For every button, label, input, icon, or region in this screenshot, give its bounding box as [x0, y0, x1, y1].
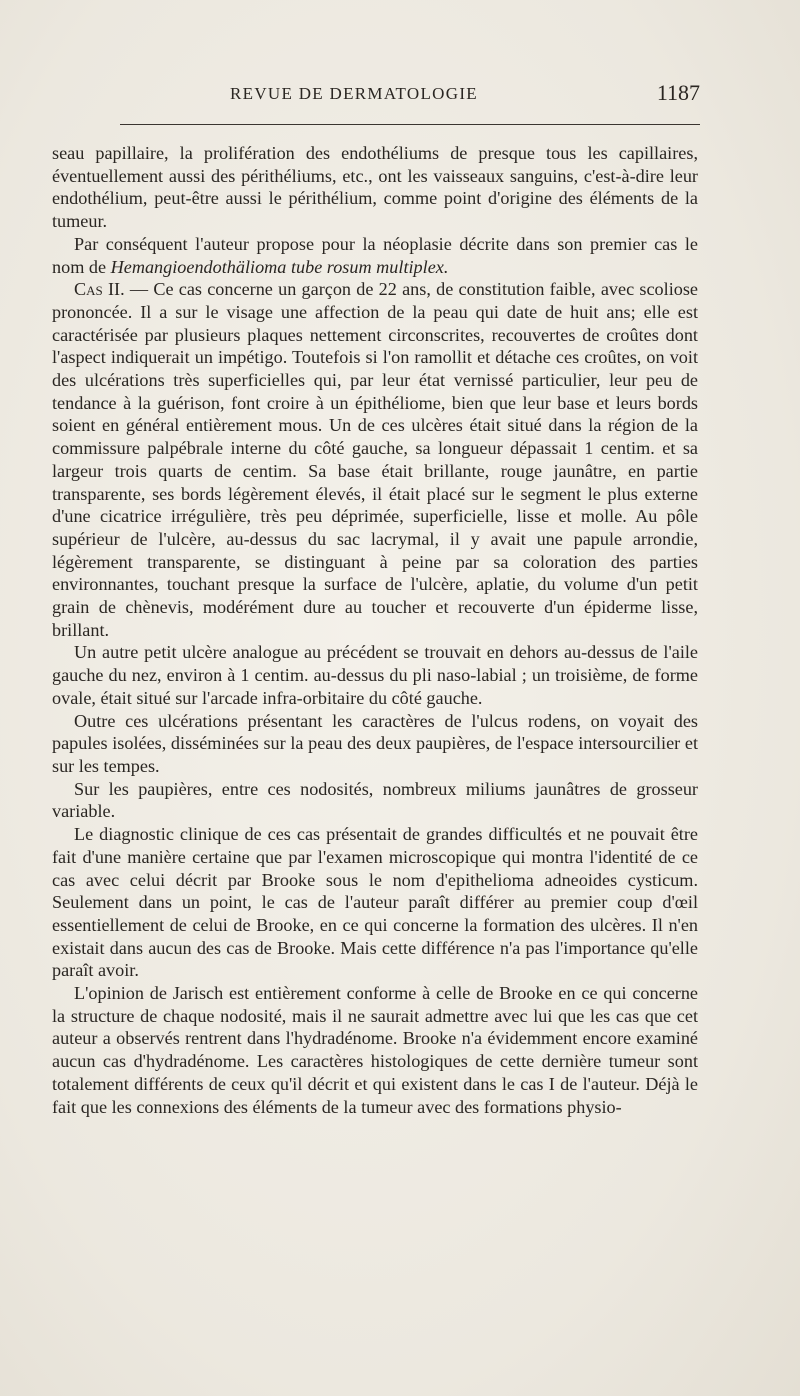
paragraph-1: seau papillaire, la prolifération des endothéliums de presque tous les capillaires, éventuellement aussi des périthéliums, etc., ont les vaisseaux sanguins, c'est-à-dire leur endothélium, peut-être aussi le périthélium, comme point d'origine des éléments de la tumeur.	[52, 143, 698, 232]
running-title: REVUE DE DERMATOLOGIE	[230, 84, 478, 103]
paragraph-2-text: Par conséquent l'auteur propose pour la néoplasie décrite dans son premier cas le nom de	[52, 233, 698, 277]
header-rule	[120, 124, 700, 125]
case-2-text: — Ce cas concerne un garçon de 22 ans, de constitution faible, avec scoliose prononcée. Il a sur le visage une affection de la peau qui date de huit ans; elle est caractérisée par plusieurs plaques nettement circonscrites, recouvertes de croûtes dont l'aspect indiquerait un impétigo. Toutefois si l'on ramollit et détache ces croûtes, on voit des ulcérations très superficielles qui, par leur état vernissé particulier, leur peu de tendance à la guérison, font croire à un épithéliome, bien que leur base et leurs bords soient en général entièrement mous. Un de ces ulcères était situé dans la région de la commissure palpébrale interne du côté gauche, sa longueur dépassait 1 centim. et sa largeur trois quarts de centim. Sa base était brillante, rouge jaunâtre, en partie transparente, ses bords légèrement élevés, il était placé sur le segment le plus externe d'une cicatrice irrégulière, très peu déprimée, superficielle, lisse et molle. Au pôle supérieur de l'ulcère, au-dessus du sac lacrymal, il y avait une papule arrondie, légèrement transparente, se distinguant à peine par sa coloration des parties environnantes, touchant presque la surface de l'ulcère, aplatie, du volume d'un petit grain de chènevis, modérément dure au toucher et recouverte d'un épiderme lisse, brillant.	[52, 279, 698, 640]
paragraph-7: Le diagnostic clinique de ces cas présentait de grandes difficultés et ne pouvait être fait d'une manière certaine que par l'examen microscopique qui montra l'identité de ce cas avec celui décrit par Brooke sous le nom d'epithelioma adneoides cysticum. Seulement dans un point, le cas de l'auteur paraît différer au premier coup d'œil essentiellement de celui de Brooke, en ce qui concerne la formation des ulcères. Il n'en existait dans aucun des cas de Brooke. Mais cette différence n'a pas l'importance qu'elle paraît avoir.	[52, 824, 698, 981]
paragraph-case-2	[52, 278, 698, 641]
body-text	[52, 142, 698, 1118]
paragraph-4: Un autre petit ulcère analogue au précédent se trouvait en dehors au-dessus de l'aile gauche du nez, environ à 1 centim. au-dessus du pli naso-labial ; un troisième, de forme ovale, était situé sur l'arcade infra-orbitaire du côté gauche.	[52, 642, 698, 708]
case-label: Cas II.	[74, 279, 125, 300]
tumor-name: Hemangioendothälioma tube rosum multiplex.	[110, 256, 449, 277]
paragraph-5: Outre ces ulcérations présentant les caractères de l'ulcus rodens, on voyait des papules isolées, disséminées sur la peau des deux paupières, de l'espace intersourcilier et sur les tempes.	[52, 710, 698, 776]
paragraph-2	[52, 233, 698, 278]
page-number: 1187	[656, 80, 700, 105]
paragraph-8: L'opinion de Jarisch est entièrement conforme à celle de Brooke en ce qui concerne la structure de chaque nodosité, mais il ne saurait admettre avec lui que les cas que cet auteur a observés rentrent dans l'hydradénome. Brooke n'a évidemment encore examiné aucun cas d'hydradénome. Les caractères histologiques de cette dernière tumeur sont totalement différents de ceux qu'il décrit et qui existent dans le cas I de l'auteur. Déjà le fait que les connexions des éléments de la tumeur avec des formations physio-	[52, 983, 698, 1117]
page-header	[120, 80, 710, 114]
paragraph-6: Sur les paupières, entre ces nodosités, nombreux miliums jaunâtres de grosseur variable.	[52, 778, 698, 822]
